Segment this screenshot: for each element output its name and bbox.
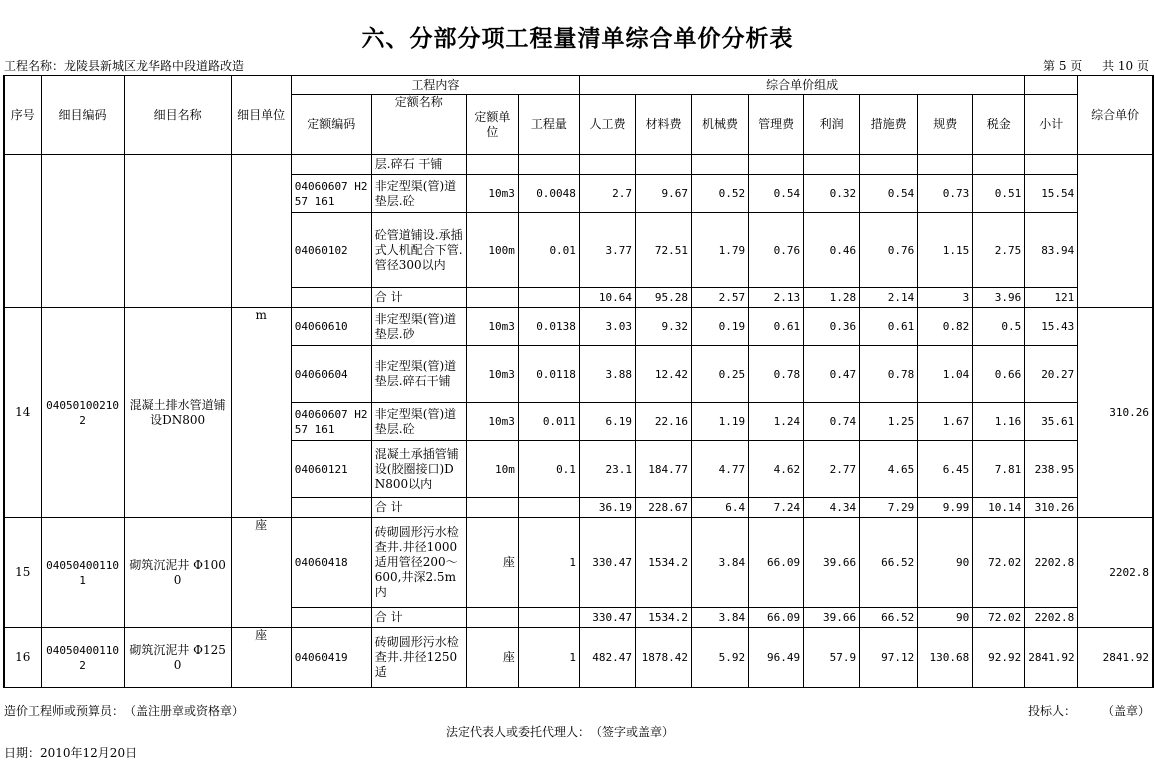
total-pages: 共 10 页 xyxy=(1102,59,1149,73)
item-code: 040504001101 xyxy=(41,518,124,628)
total-label: 合 计 xyxy=(371,608,466,628)
quota-code: 04060419 xyxy=(291,628,371,688)
date-line: 日期：2010年12月20日 xyxy=(4,746,138,760)
header-quantity: 工程量 xyxy=(518,95,579,155)
header-machine: 机械费 xyxy=(692,95,749,155)
quota-code: 04060610 xyxy=(291,308,371,346)
quota-code: 04060121 xyxy=(291,441,371,498)
item-unit-price: 2202.8 xyxy=(1078,518,1153,628)
table-row: 16 040504001102 砌筑沉泥井 Φ1250 座 04060419 砖砌圆形污水检查井.井径1250适 座 1 482.47 1878.42 5.92 96.49 57.9 97.12 130.68 92.92 2841.92 2841.92 xyxy=(4,628,1153,688)
item-seq: 15 xyxy=(4,518,41,628)
table-row: 15 040504001101 砌筑沉泥井 Φ1000 座 04060418 砖砌圆形污水检查井.井径1000适用管径200～600,井深2.5m内 座 1 330.47 1534.2 3.84 66.09 39.66 66.52 90 72.02 2202.8 2202.8 xyxy=(4,518,1153,608)
item-name: 砌筑沉泥井 Φ1250 xyxy=(124,628,231,688)
header-tax: 税金 xyxy=(973,95,1025,155)
item-name: 混凝土排水管道铺设DN800 xyxy=(124,308,231,518)
header-unit-price: 综合单价 xyxy=(1078,76,1153,155)
page-title: 六、分部分项工程量清单综合单价分析表 xyxy=(361,25,794,52)
quota-name: 非定型渠(管)道垫层.砂 xyxy=(371,308,466,346)
item-unit: 座 xyxy=(231,628,291,688)
unit-price-analysis-table xyxy=(3,75,1154,688)
table-row-total: 合 计 36.19 228.67 6.4 7.24 4.34 7.29 9.99 10.14 310.26 xyxy=(4,498,1153,518)
project-name: 工程名称：龙陵县新城区龙华路中段道路改造 xyxy=(4,59,245,73)
quota-code: 04060607 H257 161 xyxy=(291,403,371,441)
header-quota-name: 定额名称 xyxy=(371,95,466,155)
total-label: 合 计 xyxy=(371,498,466,518)
table-row-total: 合 计 10.64 95.28 2.57 2.13 1.28 2.14 3 3.96 121 xyxy=(4,288,1153,308)
item-name: 砌筑沉泥井 Φ1000 xyxy=(124,518,231,628)
quota-name: 砖砌圆形污水检查井.井径1250适 xyxy=(371,628,466,688)
item-code: 040501002102 xyxy=(41,308,124,518)
item-unit-price: 310.26 xyxy=(1078,308,1153,518)
quota-code xyxy=(291,155,371,175)
table-row: 04060607 H257 161 非定型渠(管)道垫层.砼 10m3 0.0048 2.7 9.67 0.52 0.54 0.32 0.54 0.73 0.51 15.54 xyxy=(4,175,1153,213)
table-row: 14 040501002102 混凝土排水管道铺设DN800 m 04060610 非定型渠(管)道垫层.砂 10m3 0.0138 3.03 9.32 0.19 0.61 0.36 0.61 0.82 0.5 15.43 310.26 xyxy=(4,308,1153,346)
item-seq: 14 xyxy=(4,308,41,518)
quota-code: 04060418 xyxy=(291,518,371,608)
engineer-signature-line: 造价工程师或预算员： （盖注册章或资格章） xyxy=(4,704,245,718)
item-unit-price: 2841.92 xyxy=(1078,628,1153,688)
table-row: 04060121 混凝土承插管铺设(胶圈接口)DN800以内 10m 0.1 23.1 184.77 4.77 4.62 2.77 4.65 6.45 7.81 238.95 xyxy=(4,441,1153,498)
quota-name: 非定型渠(管)道垫层.碎石干铺 xyxy=(371,346,466,403)
item-unit: 座 xyxy=(231,518,291,628)
quota-code: 04060102 xyxy=(291,213,371,288)
page-indicator xyxy=(1027,57,1149,74)
header-price-composition: 综合单价组成 xyxy=(579,76,1024,95)
item-seq: 16 xyxy=(4,628,41,688)
page-number: 第 5 页 xyxy=(1043,59,1083,73)
item-code: 040504001102 xyxy=(41,628,124,688)
header-seq: 序号 xyxy=(4,76,41,155)
table-row xyxy=(4,155,1153,175)
item-unit: m xyxy=(231,308,291,518)
quota-name: 砼管道铺设.承插式人机配合下管.管径300以内 xyxy=(371,213,466,288)
header-item-code: 细目编码 xyxy=(41,76,124,155)
table-row: 04060604 非定型渠(管)道垫层.碎石干铺 10m3 0.0118 3.88 12.42 0.25 0.78 0.47 0.78 1.04 0.66 20.27 xyxy=(4,346,1153,403)
quota-name: 层.碎石 干铺 xyxy=(371,155,466,175)
header-measure: 措施费 xyxy=(860,95,918,155)
quota-code: 04060604 xyxy=(291,346,371,403)
header-labor: 人工费 xyxy=(579,95,635,155)
quota-name: 非定型渠(管)道垫层.砼 xyxy=(371,403,466,441)
quota-code: 04060607 H257 161 xyxy=(291,175,371,213)
table-row: 04060102 砼管道铺设.承插式人机配合下管.管径300以内 100m 0.01 3.77 72.51 1.79 0.76 0.46 0.76 1.15 2.75 83.94 xyxy=(4,213,1153,288)
header-fee: 规费 xyxy=(918,95,973,155)
header-item-unit: 细目单位 xyxy=(231,76,291,155)
quota-name: 砖砌圆形污水检查井.井径1000适用管径200～600,井深2.5m内 xyxy=(371,518,466,608)
header-subtotal: 小计 xyxy=(1025,95,1078,155)
header-profit: 利润 xyxy=(804,95,860,155)
table-row-total: 合 计 330.47 1534.2 3.84 66.09 39.66 66.52 90 72.02 2202.8 xyxy=(4,608,1153,628)
quota-name: 非定型渠(管)道垫层.砼 xyxy=(371,175,466,213)
header-material: 材料费 xyxy=(635,95,691,155)
quota-name: 混凝土承插管铺设(胶圈接口)DN800以内 xyxy=(371,441,466,498)
legal-representative-line: 法定代表人或委托代理人： （签字或盖章） xyxy=(446,725,675,739)
header-quota-unit: 定额单位 xyxy=(466,95,518,155)
header-item-name: 细目名称 xyxy=(124,76,231,155)
header-mgmt: 管理费 xyxy=(749,95,804,155)
total-label: 合 计 xyxy=(371,288,466,308)
table-row: 04060607 H257 161 非定型渠(管)道垫层.砼 10m3 0.011 6.19 22.16 1.19 1.24 0.74 1.25 1.67 1.16 35.61 xyxy=(4,403,1153,441)
header-work-content: 工程内容 xyxy=(291,76,579,95)
header-quota-code: 定额编码 xyxy=(291,95,371,155)
bidder-seal: （盖章） xyxy=(1102,704,1151,718)
bidder-label: 投标人： xyxy=(1028,704,1077,718)
